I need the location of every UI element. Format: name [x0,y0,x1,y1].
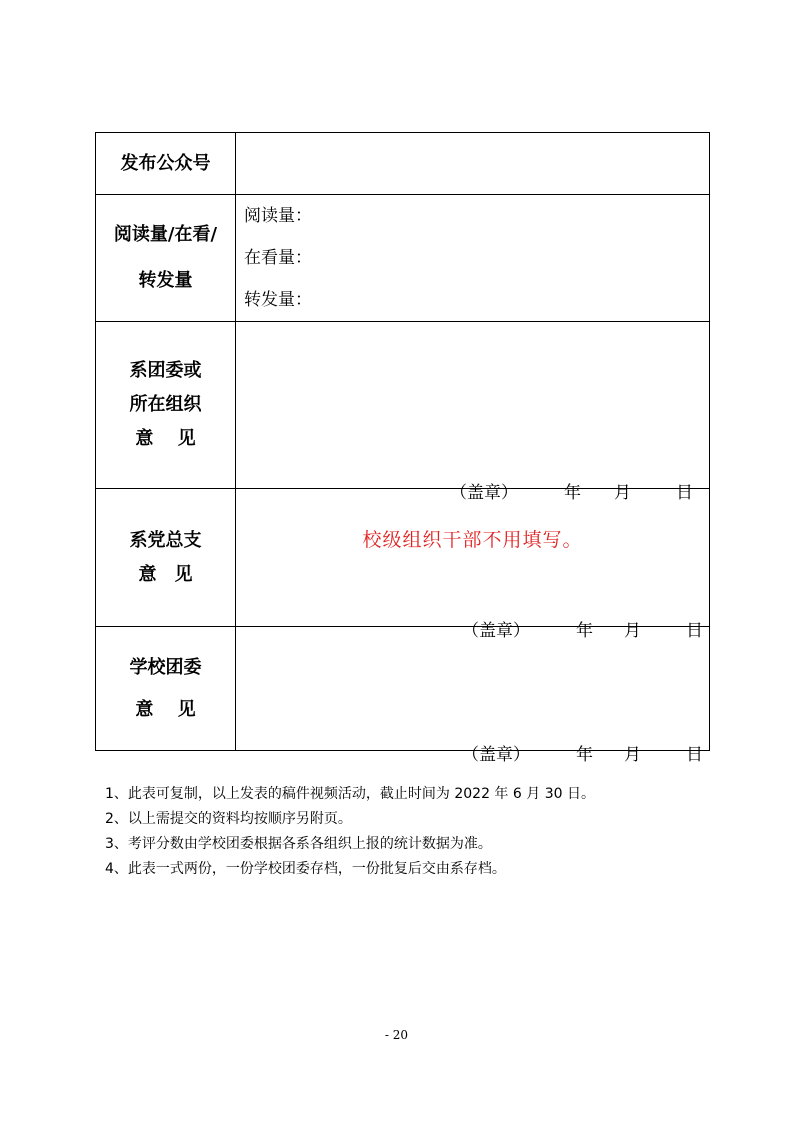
seal-label: （盖章） [462,621,530,641]
dept-party-opinion-field[interactable] [236,489,710,641]
seal-label: （盖章） [462,745,530,765]
year-label: 年 [576,745,593,765]
page-number: - 20 [384,1028,409,1042]
stats-label: 阅读量/在看/ 转发量 [96,195,236,322]
row-dept-party [96,489,710,627]
month-label: 月 [614,483,631,503]
reads-label: 阅读量： [244,206,312,226]
row-stats [96,195,710,322]
note-item: 3、考评分数由学校团委根据各系各组织上报的统计数据为准。 [105,836,492,852]
stats-field[interactable] [236,195,710,322]
school-league-opinion-field[interactable] [236,627,710,765]
note-item: 4、此表一式两份，一份学校团委存档，一份批复后交由系存档。 [105,861,506,877]
notes-list [105,782,595,882]
day-label: 日 [686,621,703,641]
row-school-league [96,627,710,751]
dept-league-opinion-field[interactable] [236,322,710,503]
dept-party-label: 系党总支 意 见 [96,489,236,627]
month-label: 月 [624,745,641,765]
publish-account-field[interactable] [236,133,710,195]
shares-label: 转发量： [244,290,312,310]
row-publish-account [96,133,710,195]
row-dept-league [96,322,710,489]
day-label: 日 [676,483,693,503]
year-label: 年 [576,621,593,641]
school-league-label: 学校团委 意 见 [96,627,236,751]
publish-account-label: 发布公众号 [96,133,236,195]
dept-league-label: 系团委或 所在组织 意 见 [96,322,236,489]
seal-label: （盖章） [450,483,518,503]
month-label: 月 [624,621,641,641]
likes-label: 在看量： [244,248,312,268]
application-form-table [95,132,710,765]
note-item: 2、以上需提交的资料均按顺序另附页。 [105,811,352,827]
school-cadre-note: 校级组织干部不用填写。 [362,529,583,551]
year-label: 年 [564,483,581,503]
day-label: 日 [686,745,703,765]
note-item: 1、此表可复制，以上发表的稿件视频活动，截止时间为 2022 年 6 月 30 日。 [105,786,595,802]
